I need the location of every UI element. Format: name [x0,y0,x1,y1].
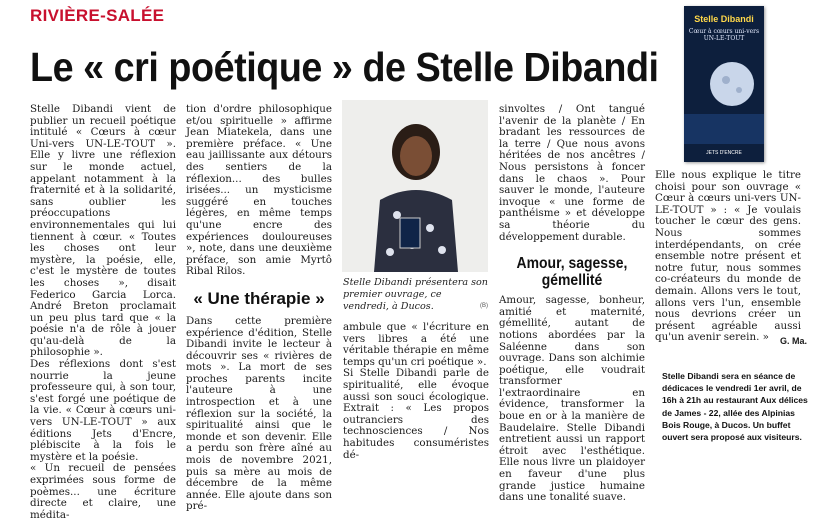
column-1-para-1: Stelle Dibandi vient de publier un recueil poétique intitulé « Cœurs à cœur Uni-vers UN-LE-TOUT ». Elle y livre une réflexion sur le monde actuel, appelant notamment à la fraternité et à la solidarité, sans oublier les préoccupations environnementales qui lui tiennent à cœur. « Toutes les choses ont leur mystère, la poésie, elle, c'est le mystère de toutes les choses », disait Federico Garcia Lorca. André Breton proclamait un peu plus tard que « la poésie n'a de rôle à jouer qu'au-delà de la philosophie ». [30,103,176,359]
photo-caption: Stelle Dibandi présentera son premier ouvrage, ce vendredi, à Ducos. [343,277,488,312]
column-2-para-1: tion d'ordre philosophique et/ou spirituelle » affirme Jean Miatekela, dans une première préface. « Une eau jaillissante aux détours des sentiers de la réflexion... des bulles irisées... un mysticisme suggéré en touches légères, en même temps qu'une encre des expériences douloureuses », note, dans une deuxième préface, son amie Myrtô Ribal Rilos. [186,103,332,278]
book-publisher: JETS D'ENCRE [706,150,742,156]
column-3-para-1: ambule que « l'écriture en vers libres a été une véritable thérapie en même temps qu'un cri poétique ». [343,321,489,368]
headline: Le « cri poétique » de Stelle Dibandi [30,44,659,90]
subhead-therapie: « Une thérapie » [193,288,325,308]
column-4 [499,104,645,504]
book-cover-image [684,6,764,162]
column-5 [655,170,801,344]
column-5-para-1: Elle nous explique le titre choisi pour son ouvrage « Cœur à cœurs uni-vers UN-LE-TOUT » : « Je voulais toucher le cœur des gens. Nous sommes interdépendants, on crée ensemble notre présent et notre futur, nous sommes co-créateurs du monde de demain. Allons vers le tout, allons vers l'un, ensemble nous devrions créer un présent agréable aussi qu'un avenir serein. » [655,169,801,344]
column-1-para-2: Des réflexions dont s'est nourrie la jeune professeure qui, à son tour, s'est forgé une poétique de la vie. « Cœur à cœurs uni-vers UN-LE-TOUT » aux éditions Jets d'Encre, plébiscite à la fois le mystère et la poésie. [30,358,176,463]
column-2 [186,104,332,513]
kicker-location: RIVIÈRE-SALÉE [30,6,165,25]
photo-credit: (B) [480,303,488,309]
column-3-para-2: Si Stelle Dibandi parle de spiritualité, elle évoque aussi son souci écologique. Extrait : « Les propos outranciers des technosciences / Nos habitudes consuméristes dé- [343,367,489,461]
book-author: Stelle Dibandi [694,14,754,24]
author-photo-illustration [342,100,488,272]
column-3 [343,322,489,461]
column-4-para-2: Amour, sagesse, bonheur, amitié et maternité, gémellité, autant de notions abordées par la Saléenne dans son ouvrage. Dans son alchimie poétique, elle voudrait transformer l'extraordinaire en évidence, transformer la boue en or à la manière de Baudelaire. Stelle Dibandi entretient aussi un rapport étroit avec l'esthétique. Elle nous livre un plaidoyer en faveur d'une plus grande justice humaine dans une tonalité suave. [499,294,645,504]
author-signature: G. Ma. [780,336,808,346]
column-1 [30,104,176,521]
column-1-para-3: « Un recueil de pensées exprimées sous forme de poèmes... une écriture directe et claire, une médita- [30,462,176,521]
info-box: Stelle Dibandi sera en séance de dédicaces le vendredi 1er avril, de 16h à 21h au restaurant Aux délices de James - 22, allée des Alpinias Bois Rouge, à Ducos. Un buffet ouvert sera proposé aux visiteurs. [662,371,808,443]
subhead-amour: Amour, sagesse, gémellité [516,255,628,290]
book-title: Cœur à cœurs uni-vers UN-LE-TOUT [688,28,760,42]
column-2-para-2: Dans cette première expérience d'édition, Stelle Dibandi invite le lecteur à découvrir ses « rivières de mots ». La mort de ses proches parents incite l'auteure à une introspection et à une réflexion sur la société, la spiritualité ainsi que le monde et son devenir. Elle a perdu son frère aîné au mois de novembre 2021, puis sa mère au mois de décembre de la même année. Elle ajoute dans son pré- [186,314,332,513]
moon-illustration [684,54,764,144]
column-4-para-1: sinvoltes / Ont tangué l'avenir de la planète / En bradant les ressources de la terre / Que nous avons héritées de nos ancêtres / Nous persistons à foncer dans le chaos ». Pour sauver le monde, l'auteure invoque « une forme de panthéisme » et développe sa théorie du développement durable. [499,103,645,243]
author-photo [342,100,488,272]
